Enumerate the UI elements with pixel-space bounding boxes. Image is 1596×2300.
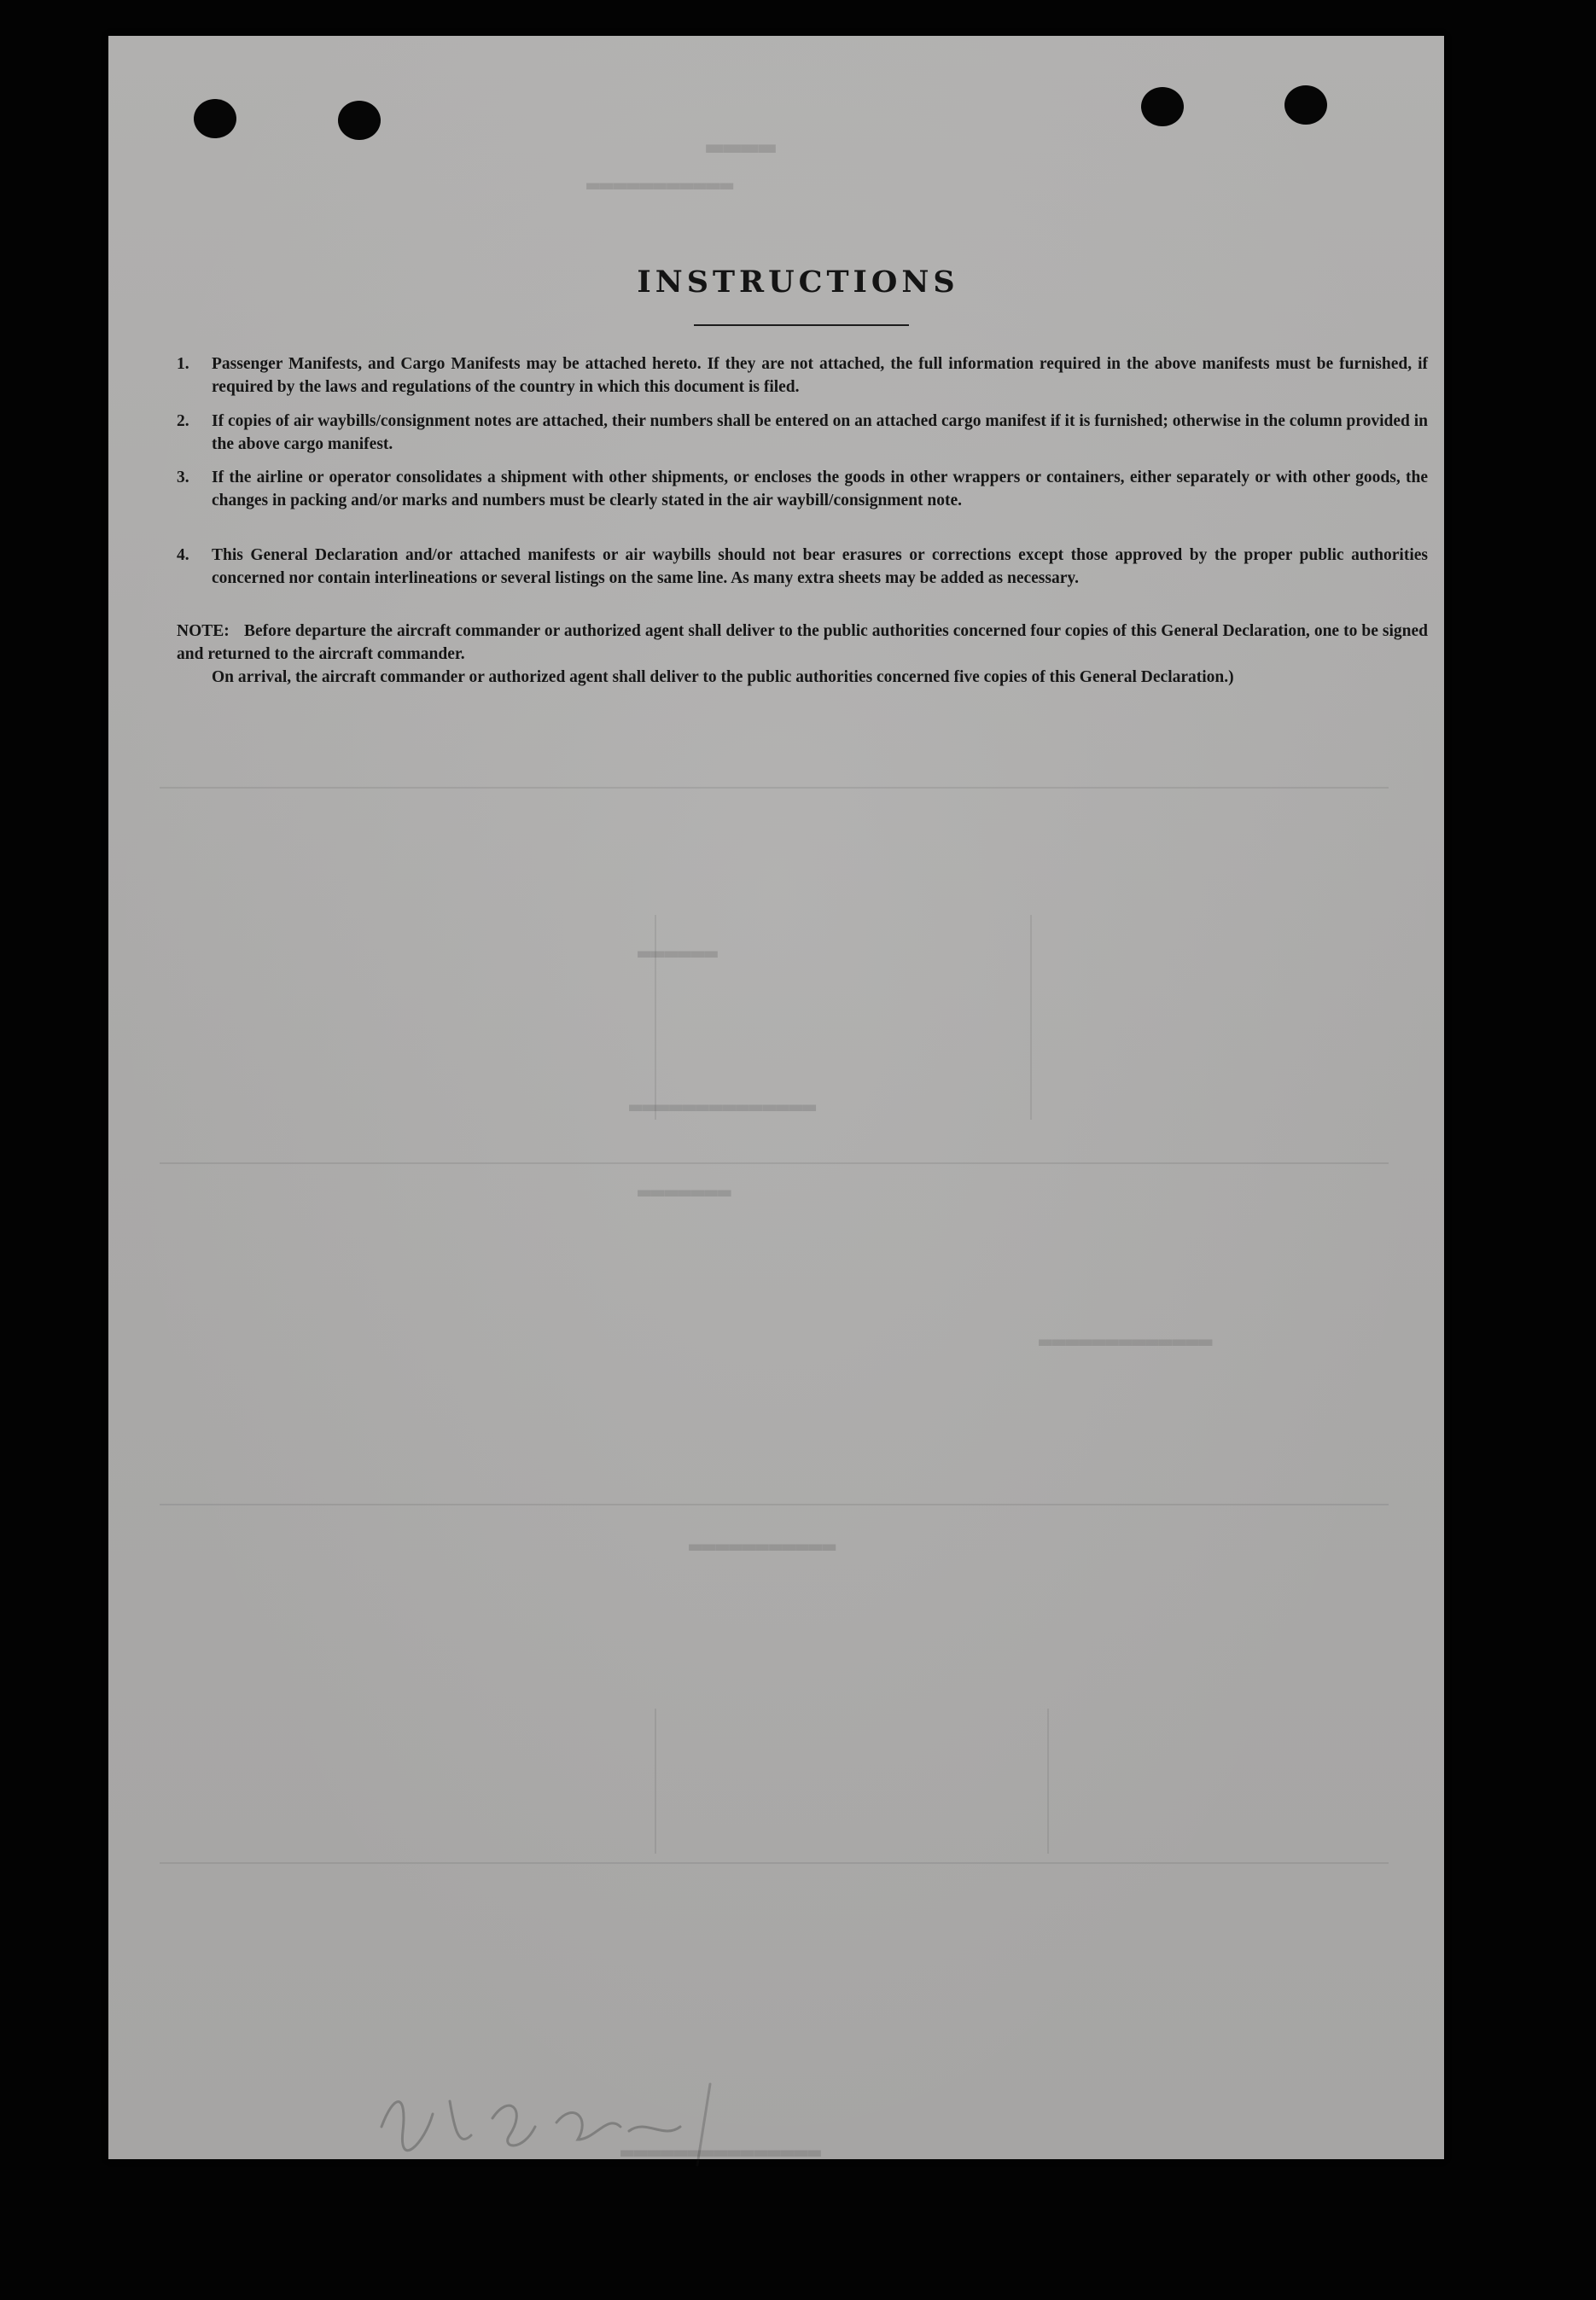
bleed-through-text: ▬▬▬▬▬▬▬▬▬▬▬	[689, 1534, 836, 1559]
bleed-through-rule	[655, 1709, 656, 1854]
item-text: This General Declaration and/or attached manifests or air waybills should not bear erasures or corrections except those approved by the proper public authorities concerned nor contain interlineations or several listings on the same line. As many extra sheets may be added as necessary.	[212, 546, 1428, 587]
punch-hole-right-outer	[1284, 85, 1327, 125]
bleed-through-rule	[1047, 1709, 1049, 1854]
note-label: NOTE:	[177, 622, 230, 640]
bleed-through-text: ▬▬▬▬▬▬▬	[638, 1179, 731, 1205]
note-text: Before departure the aircraft commander or authorized agent shall deliver to the public authorities concerned four copies of this General Declaration, one to be signed and returned to the aircraft commander.	[177, 622, 1428, 663]
note-text-arrival: On arrival, the aircraft commander or authorized agent shall deliver to the public authorities concerned five copies of this General Declaration.)	[212, 668, 1234, 686]
item-text: Passenger Manifests, and Cargo Manifests may be attached hereto. If they are not attached, the full information required in the above manifests must be furnished, if required by the laws and regulations of the country in which this document is filed.	[212, 355, 1428, 396]
page-title: INSTRUCTIONS	[637, 265, 959, 300]
item-number: 1.	[177, 355, 189, 373]
bleed-through-rule	[1030, 915, 1032, 1120]
title-underline	[694, 324, 909, 326]
bleed-through-rule	[160, 1862, 1389, 1864]
item-text: If copies of air waybills/consignment notes are attached, their numbers shall be entered on an attached cargo manifest if it is furnished; otherwise in the column provided in the above cargo manifest.	[212, 412, 1428, 453]
bleed-through-text: ▬▬▬▬	[706, 130, 776, 164]
item-text: If the airline or operator consolidates a shipment with other shipments, or encloses the goods in other wrappers or containers, either separately or with other goods, the changes in packing and/or marks and numbers must be clearly stated in the air waybill/consignment note.	[212, 469, 1428, 509]
punch-hole-left-inner	[338, 101, 381, 140]
bleed-through-rule	[160, 1504, 1389, 1505]
bleed-through-text: ▬▬▬▬▬▬▬▬▬▬▬▬▬	[1039, 1329, 1213, 1354]
item-number: 3.	[177, 469, 189, 486]
bleed-through-text: ▬▬▬▬▬▬▬▬▬▬▬▬▬▬▬	[620, 2140, 821, 2165]
punch-hole-right-inner	[1141, 87, 1184, 126]
bleed-through-text: ▬▬▬▬▬▬	[638, 940, 718, 966]
signature-mark	[373, 2067, 714, 2169]
item-number: 4.	[177, 546, 189, 564]
punch-hole-left-outer	[194, 99, 236, 138]
bleed-through-text: ▬▬▬▬▬▬▬▬▬▬▬▬▬▬	[629, 1094, 817, 1120]
item-number: 2.	[177, 412, 189, 430]
bleed-through-text: ▬▬▬▬▬▬▬▬▬▬▬	[586, 172, 734, 198]
bleed-through-rule	[160, 787, 1389, 789]
bleed-through-rule	[160, 1162, 1389, 1164]
